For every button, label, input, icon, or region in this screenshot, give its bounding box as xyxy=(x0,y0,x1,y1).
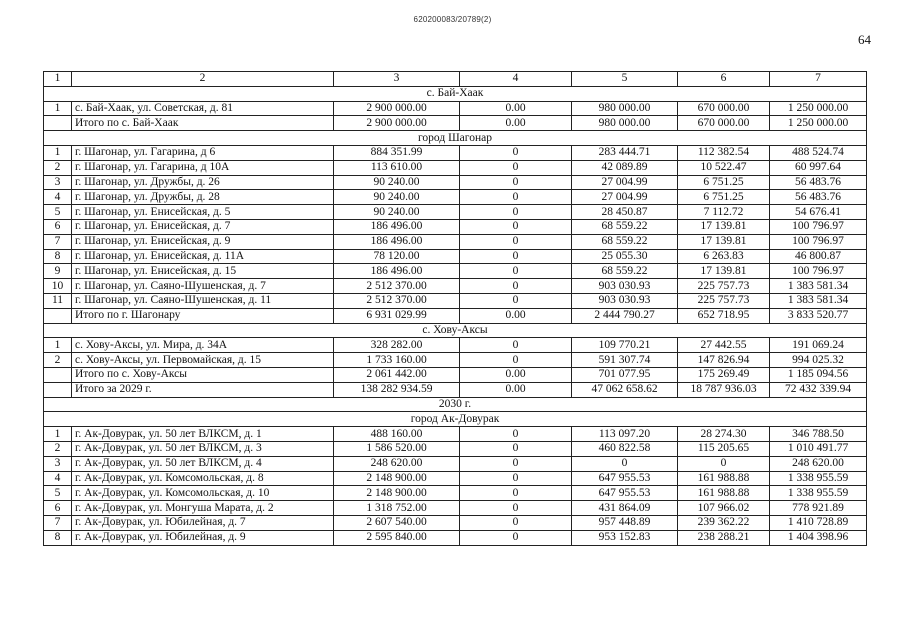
col4-cell: 0 xyxy=(460,160,572,175)
col5-cell: 28 450.87 xyxy=(572,205,678,220)
col7-cell: 1 250 000.00 xyxy=(770,101,867,116)
table-row xyxy=(44,293,867,308)
col5-cell: 42 089.89 xyxy=(572,160,678,175)
col6-cell: 239 362.22 xyxy=(678,515,770,530)
address-cell: Итого по с. Бай-Хаак xyxy=(72,116,334,131)
col5-cell: 68 559.22 xyxy=(572,234,678,249)
row-number: 2 xyxy=(44,441,72,456)
total-cost-cell: 78 120.00 xyxy=(334,249,460,264)
table-row xyxy=(44,175,867,190)
col6-cell: 28 274.30 xyxy=(678,427,770,442)
col6-cell: 6 751.25 xyxy=(678,175,770,190)
total-cost-cell: 186 496.00 xyxy=(334,234,460,249)
col6-cell: 27 442.55 xyxy=(678,338,770,353)
row-number xyxy=(44,367,72,382)
col7-cell: 46 800.87 xyxy=(770,249,867,264)
col4-cell: 0.00 xyxy=(460,382,572,397)
address-cell: г. Шагонар, ул. Енисейская, д. 5 xyxy=(72,205,334,220)
col6-cell: 18 787 936.03 xyxy=(678,382,770,397)
table-row xyxy=(44,249,867,264)
address-cell: с. Хову-Аксы, ул. Первомайская, д. 15 xyxy=(72,353,334,368)
total-cost-cell: 1 318 752.00 xyxy=(334,501,460,516)
total-cost-cell: 138 282 934.59 xyxy=(334,382,460,397)
address-cell: Итого по с. Хову-Аксы xyxy=(72,367,334,382)
col6-cell: 107 966.02 xyxy=(678,501,770,516)
col5-cell: 591 307.74 xyxy=(572,353,678,368)
col7-cell: 191 069.24 xyxy=(770,338,867,353)
col4-cell: 0 xyxy=(460,175,572,190)
table-row xyxy=(44,101,867,116)
col7-cell: 56 483.76 xyxy=(770,190,867,205)
total-cost-cell: 488 160.00 xyxy=(334,427,460,442)
col4-cell: 0 xyxy=(460,515,572,530)
col5-cell: 113 097.20 xyxy=(572,427,678,442)
address-cell: г. Шагонар, ул. Енисейская, д. 15 xyxy=(72,264,334,279)
col6-cell: 0 xyxy=(678,456,770,471)
col7-cell: 488 524.74 xyxy=(770,145,867,160)
col4-cell: 0 xyxy=(460,456,572,471)
col5-cell: 68 559.22 xyxy=(572,264,678,279)
row-number: 4 xyxy=(44,190,72,205)
col7-cell: 1 410 728.89 xyxy=(770,515,867,530)
col4-cell: 0.00 xyxy=(460,308,572,323)
col7-cell: 1 383 581.34 xyxy=(770,279,867,294)
document-id: 620200083/20789(2) xyxy=(413,15,492,24)
row-number: 7 xyxy=(44,515,72,530)
col5-cell: 27 004.99 xyxy=(572,175,678,190)
row-number: 3 xyxy=(44,456,72,471)
section-header-row xyxy=(44,86,867,101)
col5-cell: 980 000.00 xyxy=(572,116,678,131)
total-cost-cell: 2 512 370.00 xyxy=(334,279,460,294)
section-header-row xyxy=(44,412,867,427)
col5-cell: 903 030.93 xyxy=(572,293,678,308)
col4-cell: 0 xyxy=(460,471,572,486)
total-cost-cell: 2 900 000.00 xyxy=(334,101,460,116)
table-row xyxy=(44,116,867,131)
total-cost-cell: 2 607 540.00 xyxy=(334,515,460,530)
table-body xyxy=(44,72,867,546)
table-row xyxy=(44,367,867,382)
col6-cell: 17 139.81 xyxy=(678,234,770,249)
col5-cell: 903 030.93 xyxy=(572,279,678,294)
row-number: 2 xyxy=(44,160,72,175)
total-cost-cell: 2 595 840.00 xyxy=(334,530,460,545)
col4-cell: 0 xyxy=(460,293,572,308)
col4-cell: 0 xyxy=(460,279,572,294)
col7-cell: 1 010 491.77 xyxy=(770,441,867,456)
col4-cell: 0 xyxy=(460,353,572,368)
col7-cell: 60 997.64 xyxy=(770,160,867,175)
row-number: 9 xyxy=(44,264,72,279)
address-cell: г. Шагонар, ул. Дружбы, д. 28 xyxy=(72,190,334,205)
col4-cell: 0 xyxy=(460,234,572,249)
col4-cell: 0 xyxy=(460,427,572,442)
col7-cell: 72 432 339.94 xyxy=(770,382,867,397)
col7-cell: 994 025.32 xyxy=(770,353,867,368)
col7-cell: 56 483.76 xyxy=(770,175,867,190)
address-cell: г. Ак-Довурак, ул. Юбилейная, д. 9 xyxy=(72,530,334,545)
row-number: 10 xyxy=(44,279,72,294)
address-cell: г. Шагонар, ул. Енисейская, д. 11А xyxy=(72,249,334,264)
row-number: 1 xyxy=(44,338,72,353)
col6-cell: 670 000.00 xyxy=(678,116,770,131)
col4-cell: 0 xyxy=(460,145,572,160)
col5-cell: 460 822.58 xyxy=(572,441,678,456)
table-row xyxy=(44,279,867,294)
total-cost-cell: 2 148 900.00 xyxy=(334,471,460,486)
col6-cell: 225 757.73 xyxy=(678,293,770,308)
row-number: 11 xyxy=(44,293,72,308)
col4-cell: 0 xyxy=(460,249,572,264)
data-table xyxy=(43,71,867,546)
section-title: с. Хову-Аксы xyxy=(44,323,867,338)
col7-cell: 100 796.97 xyxy=(770,264,867,279)
col6-cell: 652 718.95 xyxy=(678,308,770,323)
total-cost-cell: 186 496.00 xyxy=(334,264,460,279)
row-number: 1 xyxy=(44,145,72,160)
column-number: 6 xyxy=(678,72,770,87)
table-row xyxy=(44,160,867,175)
col5-cell: 431 864.09 xyxy=(572,501,678,516)
col5-cell: 647 955.53 xyxy=(572,486,678,501)
col5-cell: 701 077.95 xyxy=(572,367,678,382)
row-number xyxy=(44,308,72,323)
table-row xyxy=(44,190,867,205)
table-row xyxy=(44,486,867,501)
address-cell: г. Ак-Довурак, ул. 50 лет ВЛКСМ, д. 1 xyxy=(72,427,334,442)
table-row xyxy=(44,515,867,530)
column-number: 4 xyxy=(460,72,572,87)
total-cost-cell: 1 733 160.00 xyxy=(334,353,460,368)
col5-cell: 283 444.71 xyxy=(572,145,678,160)
table-row xyxy=(44,427,867,442)
section-title: 2030 г. xyxy=(44,397,867,412)
address-cell: с. Бай-Хаак, ул. Советская, д. 81 xyxy=(72,101,334,116)
col7-cell: 346 788.50 xyxy=(770,427,867,442)
row-number: 8 xyxy=(44,249,72,264)
col6-cell: 225 757.73 xyxy=(678,279,770,294)
col5-cell: 25 055.30 xyxy=(572,249,678,264)
col4-cell: 0 xyxy=(460,219,572,234)
row-number: 3 xyxy=(44,175,72,190)
address-cell: г. Шагонар, ул. Гагарина, д 10А xyxy=(72,160,334,175)
col4-cell: 0 xyxy=(460,190,572,205)
col6-cell: 17 139.81 xyxy=(678,219,770,234)
col6-cell: 175 269.49 xyxy=(678,367,770,382)
col5-cell: 2 444 790.27 xyxy=(572,308,678,323)
col7-cell: 100 796.97 xyxy=(770,219,867,234)
section-title: город Шагонар xyxy=(44,131,867,146)
column-number: 2 xyxy=(72,72,334,87)
col4-cell: 0 xyxy=(460,486,572,501)
col5-cell: 953 152.83 xyxy=(572,530,678,545)
col6-cell: 238 288.21 xyxy=(678,530,770,545)
col5-cell: 957 448.89 xyxy=(572,515,678,530)
total-cost-cell: 6 931 029.99 xyxy=(334,308,460,323)
total-cost-cell: 328 282.00 xyxy=(334,338,460,353)
table-row xyxy=(44,234,867,249)
col6-cell: 112 382.54 xyxy=(678,145,770,160)
col4-cell: 0 xyxy=(460,264,572,279)
row-number: 7 xyxy=(44,234,72,249)
col7-cell: 1 338 955.59 xyxy=(770,486,867,501)
address-cell: г. Ак-Довурак, ул. 50 лет ВЛКСМ, д. 3 xyxy=(72,441,334,456)
table-row xyxy=(44,441,867,456)
row-number: 5 xyxy=(44,205,72,220)
address-cell: г. Шагонар, ул. Енисейская, д. 7 xyxy=(72,219,334,234)
table-row xyxy=(44,530,867,545)
col7-cell: 100 796.97 xyxy=(770,234,867,249)
section-header-row xyxy=(44,323,867,338)
row-number: 4 xyxy=(44,471,72,486)
col7-cell: 1 338 955.59 xyxy=(770,471,867,486)
col7-cell: 1 404 398.96 xyxy=(770,530,867,545)
address-cell: Итого по г. Шагонару xyxy=(72,308,334,323)
total-cost-cell: 90 240.00 xyxy=(334,190,460,205)
total-cost-cell: 90 240.00 xyxy=(334,175,460,190)
table-row xyxy=(44,338,867,353)
total-cost-cell: 2 900 000.00 xyxy=(334,116,460,131)
address-cell: Итого за 2029 г. xyxy=(72,382,334,397)
column-number: 3 xyxy=(334,72,460,87)
col6-cell: 10 522.47 xyxy=(678,160,770,175)
col5-cell: 47 062 658.62 xyxy=(572,382,678,397)
table-row xyxy=(44,353,867,368)
page-number: 64 xyxy=(858,32,871,47)
row-number xyxy=(44,382,72,397)
section-title: с. Бай-Хаак xyxy=(44,86,867,101)
section-title: город Ак-Довурак xyxy=(44,412,867,427)
col5-cell: 109 770.21 xyxy=(572,338,678,353)
address-cell: г. Шагонар, ул. Енисейская, д. 9 xyxy=(72,234,334,249)
col4-cell: 0.00 xyxy=(460,116,572,131)
col4-cell: 0.00 xyxy=(460,367,572,382)
total-cost-cell: 113 610.00 xyxy=(334,160,460,175)
address-cell: г. Ак-Довурак, ул. 50 лет ВЛКСМ, д. 4 xyxy=(72,456,334,471)
col6-cell: 115 205.65 xyxy=(678,441,770,456)
col7-cell: 54 676.41 xyxy=(770,205,867,220)
table-row xyxy=(44,145,867,160)
total-cost-cell: 248 620.00 xyxy=(334,456,460,471)
total-cost-cell: 2 148 900.00 xyxy=(334,486,460,501)
col6-cell: 7 112.72 xyxy=(678,205,770,220)
row-number: 1 xyxy=(44,427,72,442)
row-number xyxy=(44,116,72,131)
address-cell: г. Шагонар, ул. Гагарина, д 6 xyxy=(72,145,334,160)
column-number: 7 xyxy=(770,72,867,87)
col7-cell: 1 250 000.00 xyxy=(770,116,867,131)
col4-cell: 0 xyxy=(460,530,572,545)
table-row xyxy=(44,501,867,516)
col6-cell: 17 139.81 xyxy=(678,264,770,279)
col5-cell: 0 xyxy=(572,456,678,471)
address-cell: г. Ак-Довурак, ул. Комсомольская, д. 8 xyxy=(72,471,334,486)
address-cell: г. Шагонар, ул. Дружбы, д. 26 xyxy=(72,175,334,190)
col7-cell: 1 383 581.34 xyxy=(770,293,867,308)
row-number: 6 xyxy=(44,501,72,516)
table-row xyxy=(44,471,867,486)
address-cell: г. Шагонар, ул. Саяно-Шушенская, д. 7 xyxy=(72,279,334,294)
table-row xyxy=(44,382,867,397)
total-cost-cell: 884 351.99 xyxy=(334,145,460,160)
row-number: 6 xyxy=(44,219,72,234)
col7-cell: 778 921.89 xyxy=(770,501,867,516)
col6-cell: 147 826.94 xyxy=(678,353,770,368)
col5-cell: 27 004.99 xyxy=(572,190,678,205)
row-number: 8 xyxy=(44,530,72,545)
col4-cell: 0 xyxy=(460,501,572,516)
table-row xyxy=(44,456,867,471)
section-header-row xyxy=(44,397,867,412)
col5-cell: 68 559.22 xyxy=(572,219,678,234)
table-row xyxy=(44,264,867,279)
row-number: 1 xyxy=(44,101,72,116)
col5-cell: 647 955.53 xyxy=(572,471,678,486)
column-number-row xyxy=(44,72,867,87)
col7-cell: 1 185 094.56 xyxy=(770,367,867,382)
address-cell: г. Шагонар, ул. Саяно-Шушенская, д. 11 xyxy=(72,293,334,308)
col5-cell: 980 000.00 xyxy=(572,101,678,116)
col6-cell: 6 263.83 xyxy=(678,249,770,264)
section-header-row xyxy=(44,131,867,146)
col7-cell: 248 620.00 xyxy=(770,456,867,471)
row-number: 5 xyxy=(44,486,72,501)
table-row xyxy=(44,308,867,323)
col4-cell: 0 xyxy=(460,338,572,353)
col6-cell: 670 000.00 xyxy=(678,101,770,116)
table-row xyxy=(44,205,867,220)
col6-cell: 161 988.88 xyxy=(678,471,770,486)
col4-cell: 0 xyxy=(460,441,572,456)
address-cell: г. Ак-Довурак, ул. Юбилейная, д. 7 xyxy=(72,515,334,530)
col6-cell: 6 751.25 xyxy=(678,190,770,205)
total-cost-cell: 2 512 370.00 xyxy=(334,293,460,308)
table-row xyxy=(44,219,867,234)
total-cost-cell: 1 586 520.00 xyxy=(334,441,460,456)
row-number: 2 xyxy=(44,353,72,368)
address-cell: г. Ак-Довурак, ул. Комсомольская, д. 10 xyxy=(72,486,334,501)
col4-cell: 0 xyxy=(460,205,572,220)
col7-cell: 3 833 520.77 xyxy=(770,308,867,323)
total-cost-cell: 186 496.00 xyxy=(334,219,460,234)
address-cell: г. Ак-Довурак, ул. Монгуша Марата, д. 2 xyxy=(72,501,334,516)
column-number: 1 xyxy=(44,72,72,87)
col6-cell: 161 988.88 xyxy=(678,486,770,501)
total-cost-cell: 90 240.00 xyxy=(334,205,460,220)
col4-cell: 0.00 xyxy=(460,101,572,116)
column-number: 5 xyxy=(572,72,678,87)
total-cost-cell: 2 061 442.00 xyxy=(334,367,460,382)
address-cell: с. Хову-Аксы, ул. Мира, д. 34А xyxy=(72,338,334,353)
